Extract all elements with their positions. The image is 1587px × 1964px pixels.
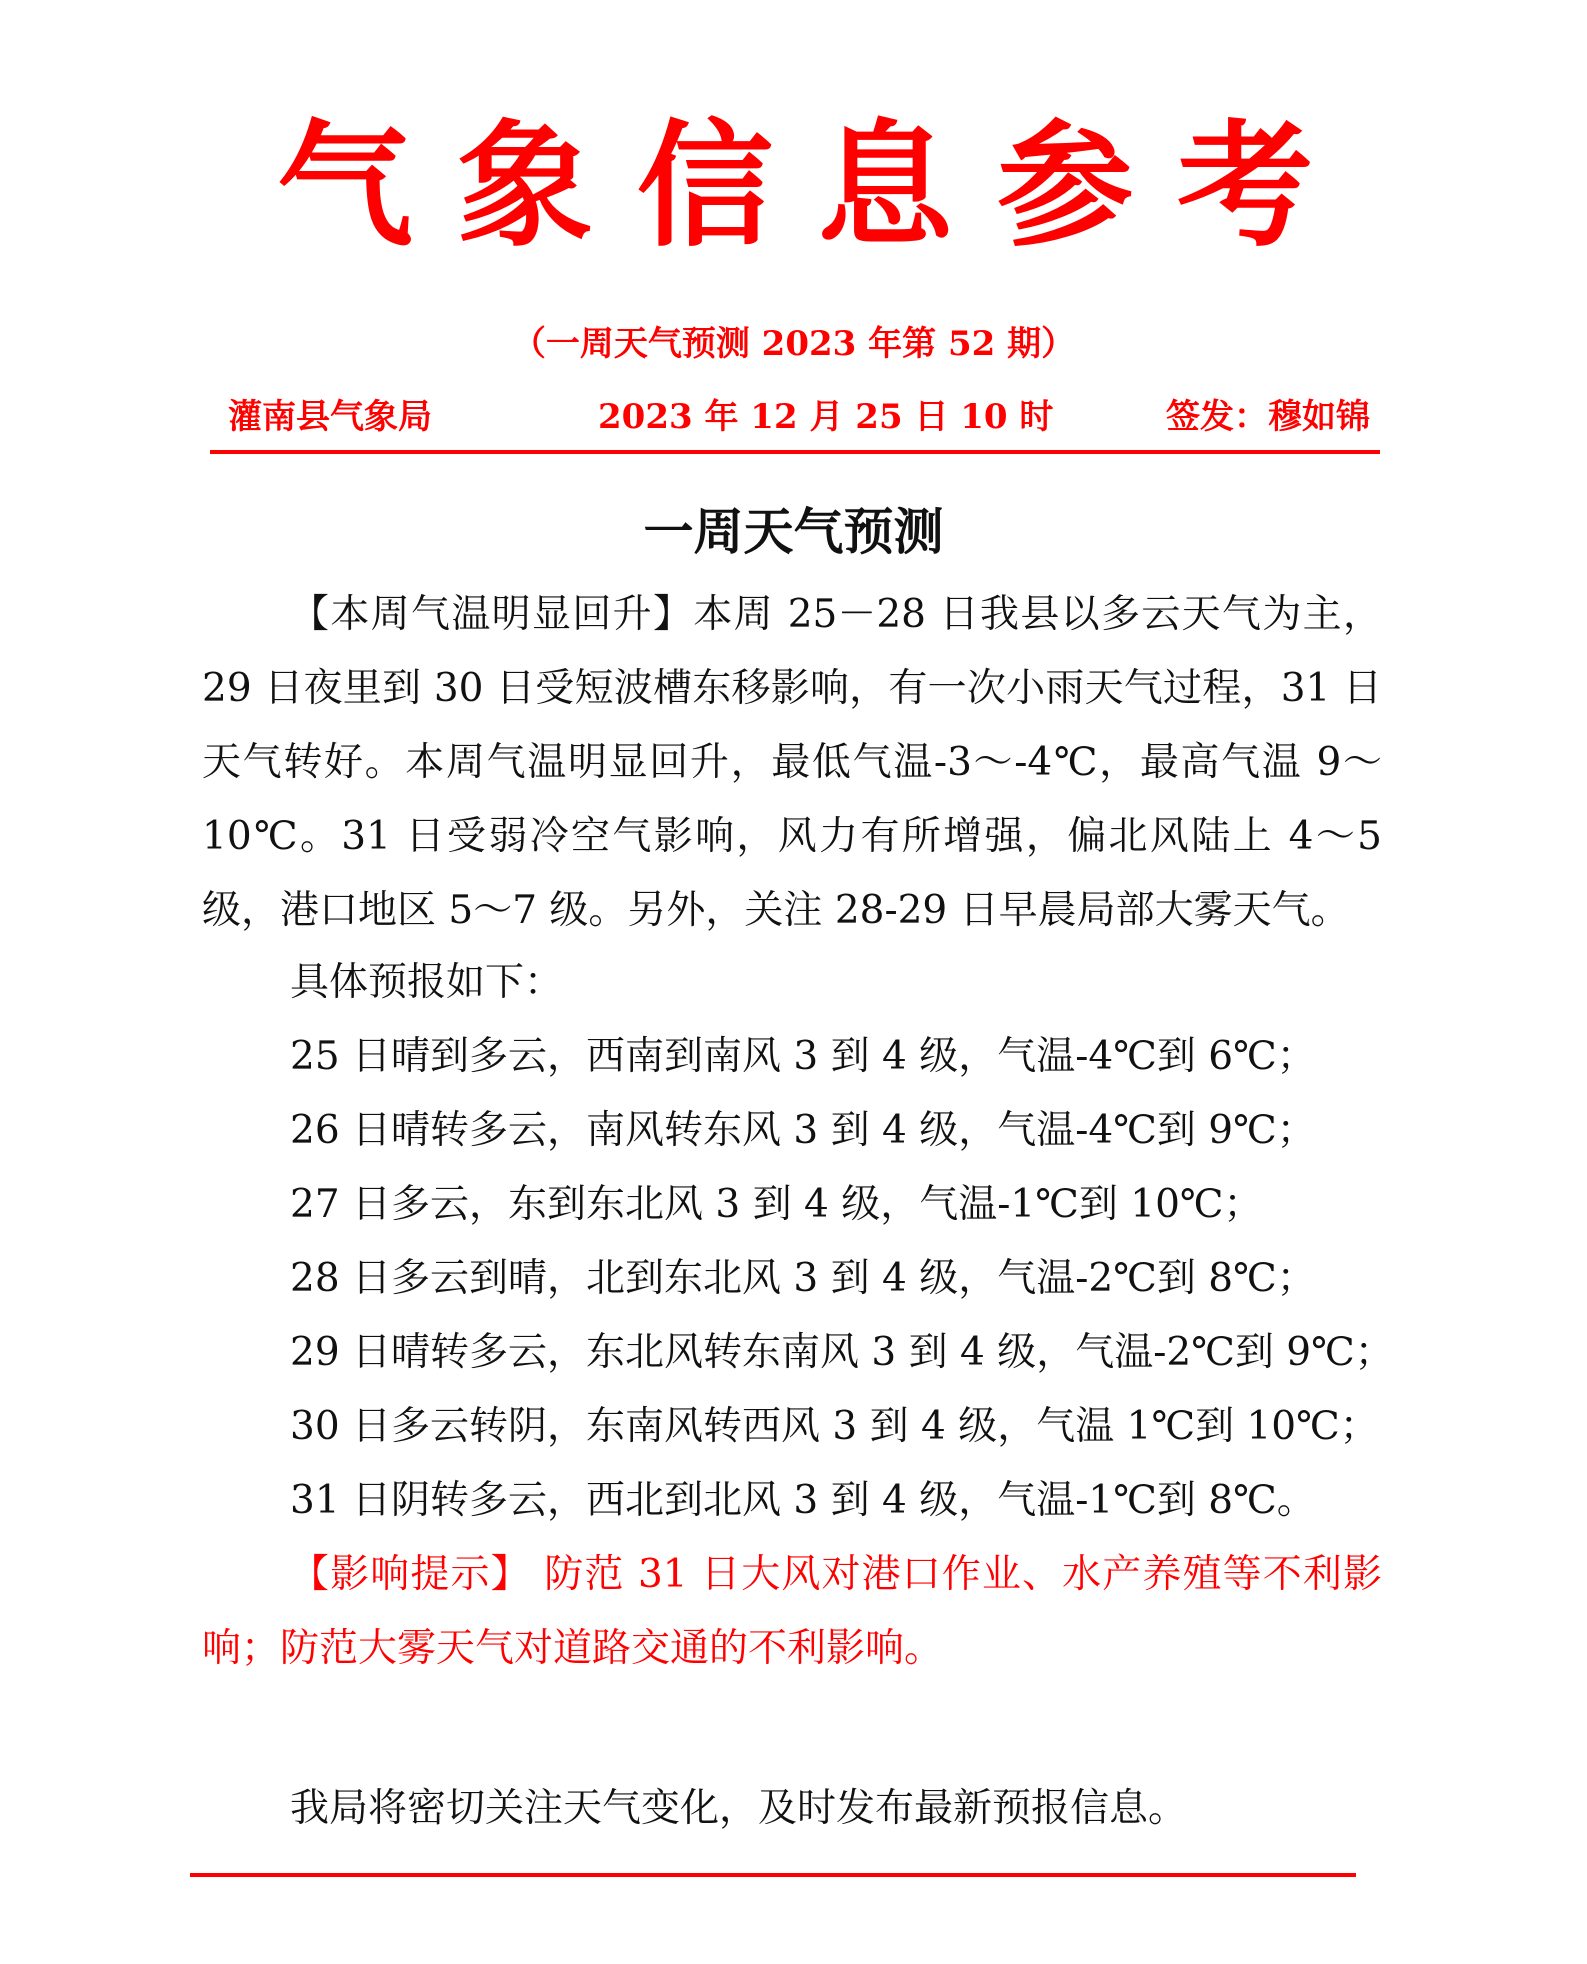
forecast-day-26: 26 日晴转多云，南风转东风 3 到 4 级，气温-4℃到 9℃； [290,1108,1316,1153]
issue-signer: 签发：穆如锦 [1166,397,1370,437]
daily-forecast-list [290,1020,1400,1538]
impact-notice: 【影响提示】 防范 31 日大风对港口作业、水产养殖等不利影响；防范大雾天气对道路交通的不利影响。 [202,1552,1382,1671]
forecast-day-27: 27 日多云，东到东北风 3 到 4 级，气温-1℃到 10℃； [290,1182,1263,1227]
closing-statement: 我局将密切关注天气变化，及时发布最新预报信息。 [290,1786,1188,1831]
header-divider [210,450,1380,454]
document-title: 一周天气预测 [643,502,944,561]
issue-info-row [210,392,1400,442]
issue-date: 2023 年 12 月 25 日 10 时 [598,397,1054,437]
footer-divider [190,1873,1356,1877]
issuing-agency: 灌南县气象局 [228,397,432,437]
forecast-intro: 具体预报如下： [290,960,564,1005]
forecast-day-29: 29 日晴转多云，东北风转东南风 3 到 4 级，气温-2℃到 9℃； [290,1330,1394,1375]
forecast-day-28: 28 日多云到晴，北到东北风 3 到 4 级，气温-2℃到 8℃； [290,1256,1316,1301]
forecast-day-30: 30 日多云转阴，东南风转西风 3 到 4 级，气温 1℃到 10℃； [290,1404,1379,1449]
forecast-day-25: 25 日晴到多云，西南到南风 3 到 4 级，气温-4℃到 6℃； [290,1034,1316,1079]
forecast-day-31: 31 日阴转多云，西北到北风 3 到 4 级，气温-1℃到 8℃。 [290,1478,1316,1523]
weekly-summary: 【本周气温明显回升】本周 25－28 日我县以多云天气为主，29 日夜里到 30 日受短波槽东移影响，有一次小雨天气过程，31 日天气转好。本周气温明显回升，最低气温-3～-4℃，最高气温 9～10℃。31 日受弱冷空气影响，风力有所增强，偏北风陆上 4～5 级，港口地区 5～7 级。另外，关注 28-29 日早晨局部大雾天气。 [202,592,1382,933]
issue-subtitle: （一周天气预测 2023 年第 52 期） [511,324,1076,364]
masthead-title: 气象信息参考 [277,108,1357,266]
